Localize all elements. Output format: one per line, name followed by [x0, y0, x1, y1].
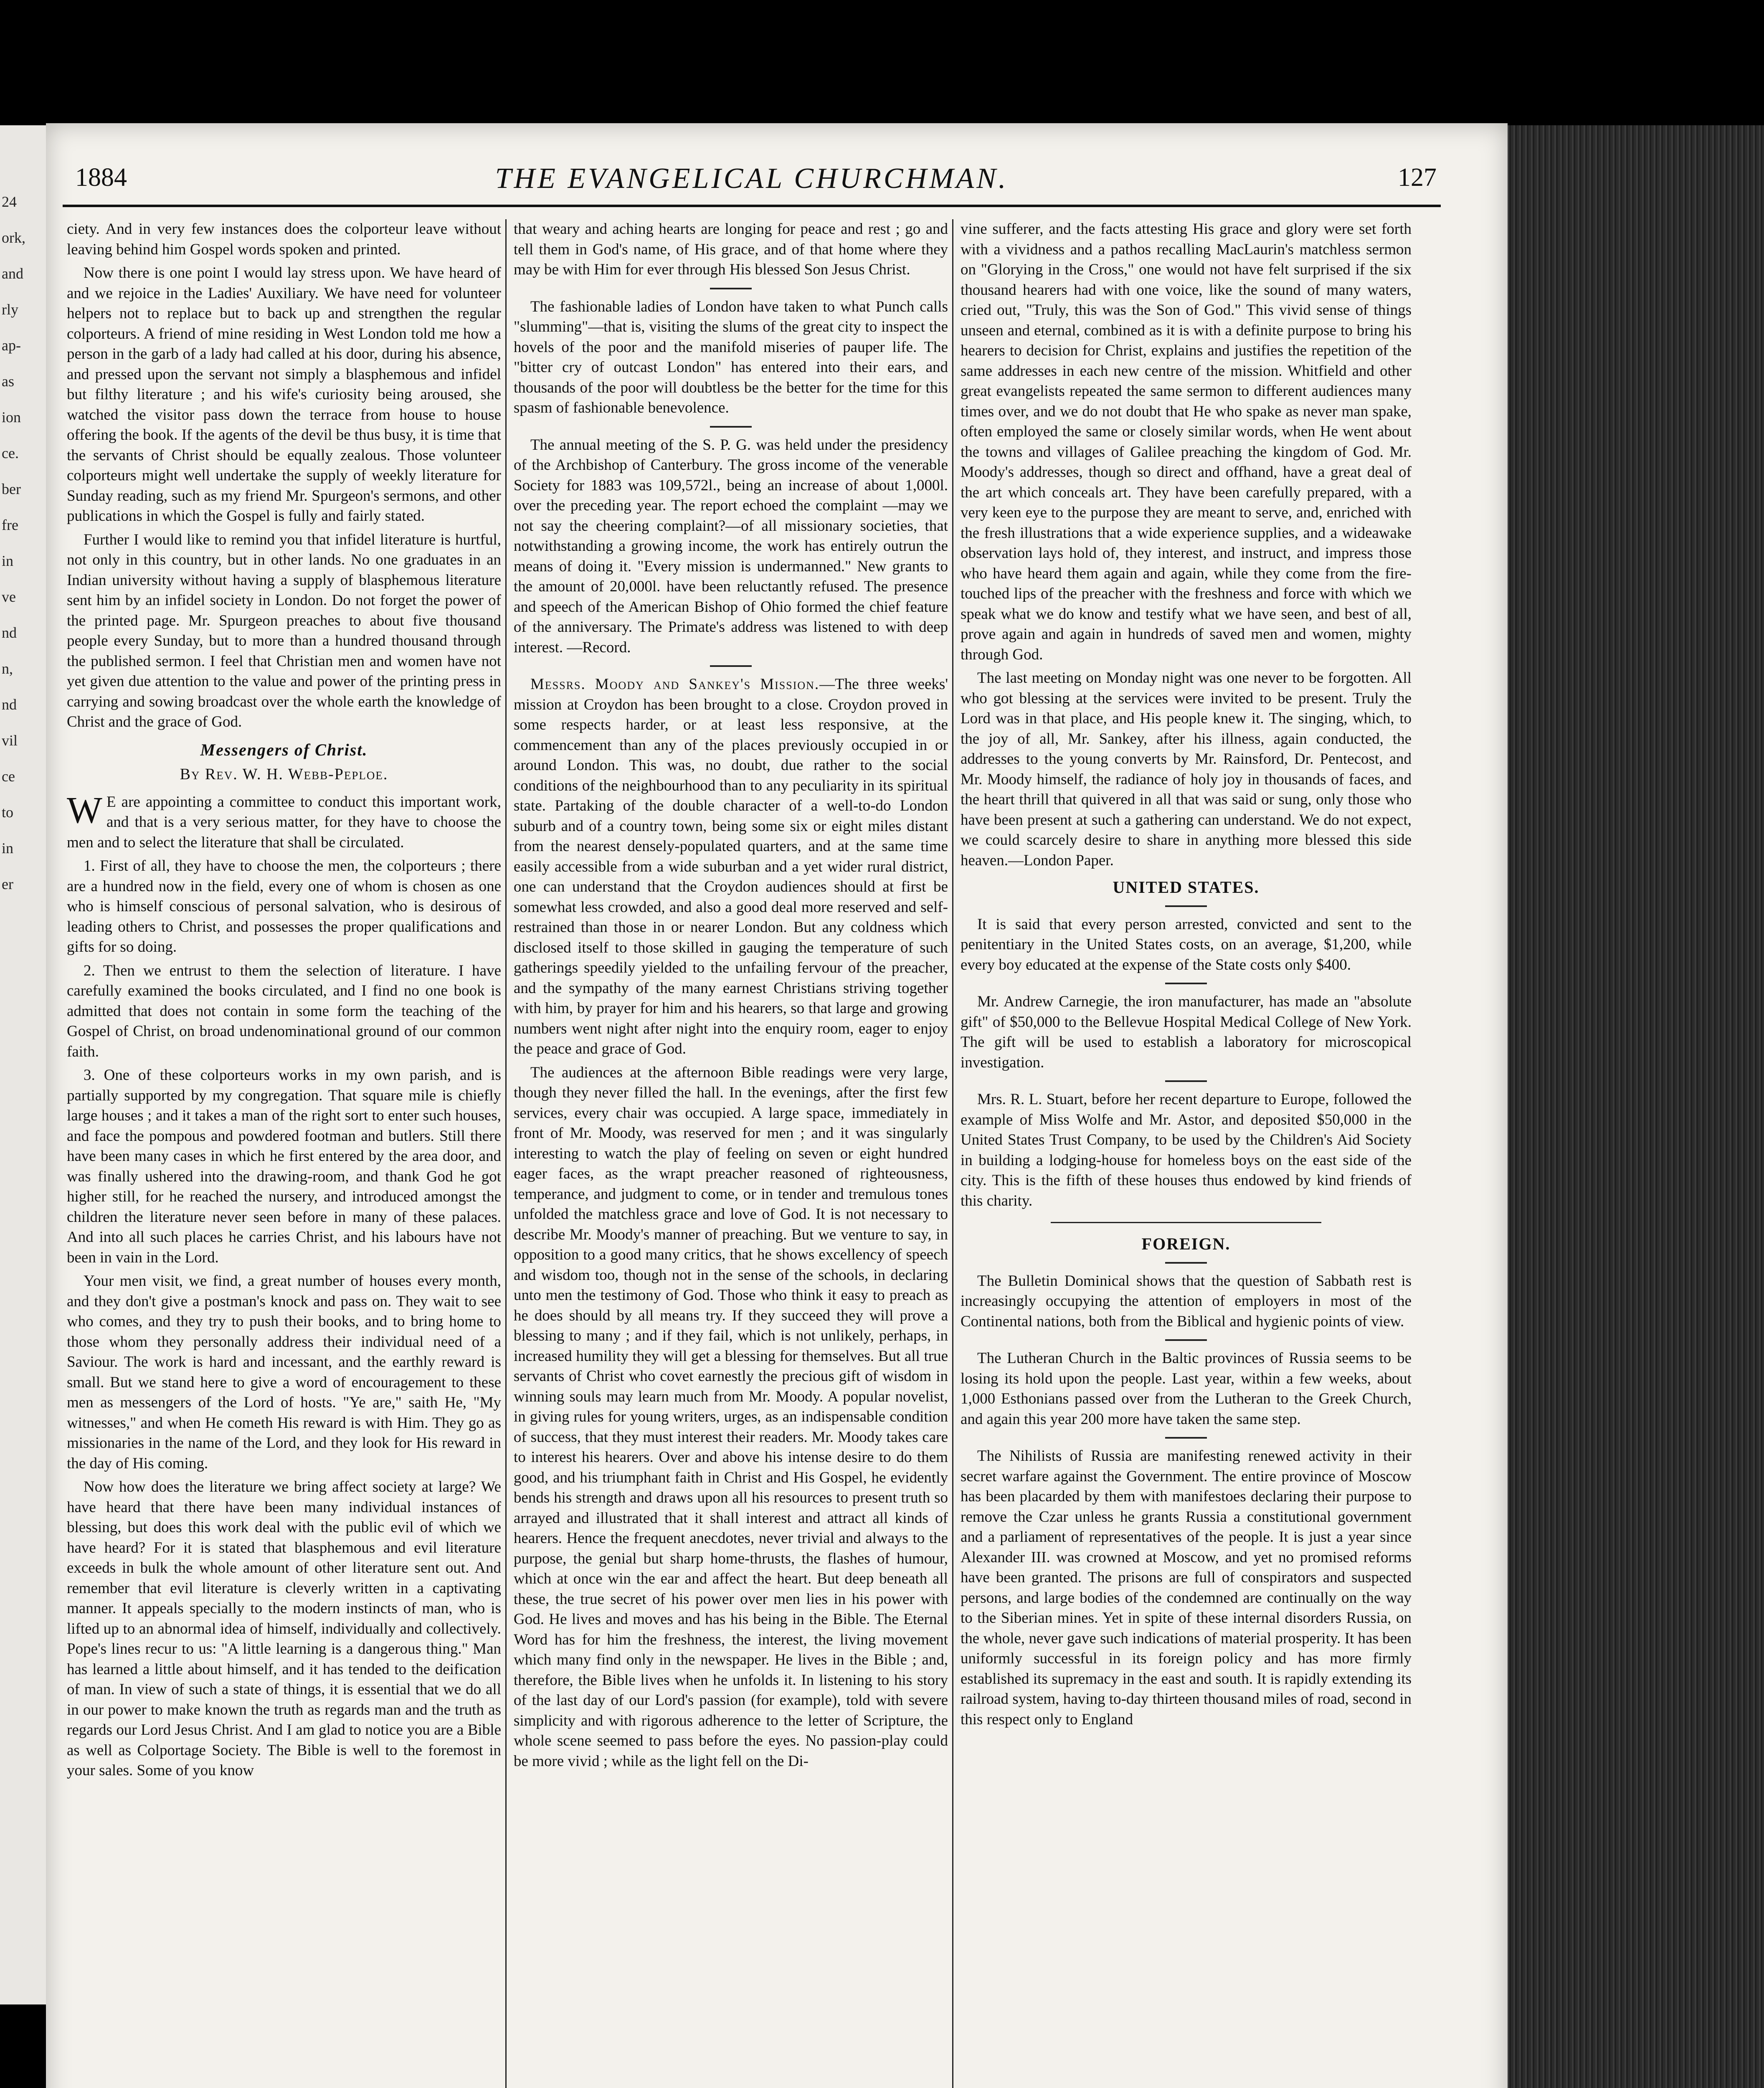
separator — [710, 288, 752, 289]
column-rule — [505, 219, 507, 2088]
separator — [1165, 1437, 1207, 1439]
masthead-title: THE EVANGELICAL CHURCHMAN. — [495, 162, 1009, 195]
margin-word: ion — [2, 409, 21, 426]
paragraph: Further I would like to remind you that infidel literature is hurtful, not only in this country, but in other lands. No one graduates in an Indian university without having a supply of blasphemous literature sent him by an infidel society in London. Do not forget the power of the printed page. Mr. Spurgeon preaches to about five thousand people every Sunday, but to more than a hundred thousand through the published sermon. I feel that Christian men and women have not yet given due attention to the value and power of the printing press in carrying and sowing broadcast over the whole earth the knowledge of Christ and the grace of God. — [67, 531, 501, 730]
margin-word: nd — [2, 624, 17, 641]
margin-word: rly — [2, 301, 18, 318]
paragraph: The Nihilists of Russia are manifesting renewed activity in their secret warfare against the Government. The entire province of Moscow has been placarded by them with manifestoes declaring their purpose to remove the Czar unless he grants Russia a constitutional government and a parliament of representatives of the people. It is just a year since Alexander III. was crowned at Moscow, and yet no promised reforms have been granted. The prisons are full of conspirators and suspected persons, and large bodies of the condemned are continually on the way to the Siberian mines. Yet in spite of these internal disorders Russia, on the whole, never gave such indications of material prosperity. It has been uniformly successful in its foreign policy and has more firmly established its supremacy in the east and south. It is rapidly extending its railroad system, having to-day thirteen thousand miles of road, second in this respect only to England — [961, 1447, 1412, 1728]
paragraph: Now there is one point I would lay stress upon. We have heard of and we rejoice in the Ladies' Auxiliary. We have need for volunteer helpers not to replace but to back up and strengthen the regular colporteurs. A friend of mine residing in West London told me how a person in the garb of a lady had called at his door, during his absence, and pressed upon the servant not simply a blasphemous and infidel but filthy literature ; and his wife's curiosity being aroused, she watched the visitor pass down the terrace from house to house offering the book. If the agents of the devil be thus busy, it is time that the servants of Christ should be equally zealous. Those volunteer colporteurs might well undertake the supply of weekly literature for Sunday reading, such as my friend Mr. Spurgeon's sermons, and other publications in which the Gospel is fully and fairly stated. — [67, 264, 501, 525]
article-heading: Messrs. Moody and Sankey's Mission. — [530, 676, 820, 693]
margin-word: to — [2, 804, 14, 821]
separator — [1051, 1222, 1321, 1223]
paragraph: ciety. And in very few instances does the colporteur leave without leaving behind him Gospel words spoken and printed. — [67, 220, 501, 258]
margin-word: ork, — [2, 229, 25, 246]
paragraph: The Bulletin Dominical shows that the question of Sabbath rest is increasingly occupying the attention of employers in most of the Continental nations, both from the Biblical and hygienic points of view. — [961, 1272, 1412, 1330]
paragraph: 3. One of these colporteurs works in my own parish, and is partially supported by my congregation. That square mile is chiefly large houses ; and it takes a man of the right sort to enter such houses, and face the pompous and powdered footman and butlers. Still there have been many cases in which he first entered by the area door, and was finally ushered into the drawing-room, and thank God he got higher still, for he reached the nursery, and introduced amongst the children the literature never seen before in many of these palaces. And into all such places he carries Christ, and his labours have not been in vain in the Lord. — [67, 1067, 501, 1266]
separator — [1165, 1080, 1207, 1082]
article-byline: By Rev. W. H. Webb-Peploe. — [180, 765, 388, 783]
separator — [1165, 1339, 1207, 1341]
margin-word: er — [2, 876, 13, 892]
paragraph: that weary and aching hearts are longing for peace and rest ; go and tell them in God's name, of His grace, and of that home where they may be with Him for ever through His blessed Son Jesus Christ. — [514, 220, 948, 278]
margin-word: ber — [2, 481, 21, 497]
margin-word: fre — [2, 517, 18, 533]
separator — [710, 665, 752, 667]
paragraph: Now how does the literature we bring affect society at large? We have heard that there have been many individual instances of blessing, but does this work deal with the public evil of which we have heard? For it is stated that blasphemous and evil literature exceeds in bulk the whole amount of other literature sent out. And remember that evil literature is cleverly written in a captivating manner. It appeals specially to the modern instincts of man, who is lifted up to an abnormal idea of himself, individually and collectively. Pope's lines recur to us: "A little learning is a dangerous thing." Man has learned a little about himself, and it has tended to the deification of man. In view of such a state of things, it is essential that we do all in our power to make known the truth as regards man and the truth as regards our Lord Jesus Christ. And I am glad to notice you are a Bible as well as Colportage Society. The Bible is well to the foremost in your sales. Some of you know — [67, 1478, 501, 1779]
paragraph: The fashionable ladies of London have taken to what Punch calls "slumming"—that is, visiting the slums of the great city to inspect the hovels of the poor and the manifold miseries of pauper life. The "bitter cry of outcast London" has entered into their ears, and thousands of the poor will doubtless be the better for the time for this spasm of fashionable benevolence. — [514, 298, 948, 416]
separator — [710, 426, 752, 428]
paragraph: vine sufferer, and the facts attesting His grace and glory were set forth with a vividness and a pathos recalling MacLaurin's matchless sermon on "Glorying in the Cross," one would not have felt surprised if the six thousand hearers had with one voice, like the sound of many waters, cried out, "Truly, this was the Son of God." This vivid sense of things unseen and eternal, combined as it is with a definite purpose to bring his hearers to decision for Christ, explains and justifies the repetition of the same addresses in each new centre of the mission. Whitfield and other great evangelists repeated the same sermon to different audiences many times over, and we do not doubt that He who spake as never man spake, often employed the same or closely similar words, when He went about the towns and villages of Galilee preaching the kingdom of God. Mr. Moody's addresses, though so direct and offhand, have a great deal of the art which conceals art. They have been carefully prepared, with a very keen eye to the purpose they are meant to serve, and, enriched with the fresh illustrations that a wide experience supplies, and a wideawake observation lays hold of, they interest, and instruct, and impress those who have heard them again and again, while they come from the fire-touched lips of the preacher with the freshness and force with which we speak what we do know and testify what we have seen, and best of all, prove again and again in hundreds of saved men and women, mighty through God. — [961, 220, 1412, 663]
paragraph: The audiences at the afternoon Bible readings were very large, though they never filled the hall. In the evenings, after the first few services, every chair was occupied. A large space, immediately in front of Mr. Moody, was reserved for men ; and it was singularly interesting to watch the play of feeling on seven or eight hundred eager faces, as the wrapt preacher reasoned of righteousness, temperance, and judgment to come, or in tender and tremulous tones unfolded the matchless grace and love of God. It is not necessary to describe Mr. Moody's manner of preaching. But we venture to say, in opposition to a good many critics, that he shows excellency of speech and wisdom too, though not in the sense of the schools, in declaring unto men the testimony of God. Those who think it easy to preach as he does should by all means try. If they succeed they will prove a blessing to many ; and if they fail, which is not unlikely, perhaps, in increased humility they will get a blessing for themselves. But all true servants of Christ who covet earnestly the precious gift of wisdom in winning souls may learn much from Mr. Moody. A popular novelist, in giving rules for young writers, urges, as an indispensable condition of success, that they must interest their readers. Mr. Moody takes care to interest his hearers. Over and above his intense desire to do them good, and his triumphant faith in Christ and His Gospel, he evidently bends his strength and draws upon all his resources to present truth so arrayed and illustrated that it shall interest and attract all kinds of hearers. Hence the frequent anecdotes, never trivial and always to the purpose, the genial but sharp home-thrusts, the flashes of humour, which at once win the ear and affect the heart. But deep beneath all these, the true secret of his power over men lies in his power with God. He lives and moves and has his being in the Bible. The Eternal Word has for him the freshness, the interest, the living movement which many find only in the newspaper. He lives in the Bible ; and, therefore, the Bible lives when he unfolds it. In listening to his story of the last day of our Lord's passion (for example), told with severe simplicity and with rigorous adherence to the letter of Scripture, the whole scene seemed to pass before the eyes. No passion-play could be more vivid ; while as the light fell on the Di- — [514, 1064, 948, 1770]
margin-word: and — [2, 265, 23, 282]
page-number: 127 — [1398, 163, 1437, 192]
margin-word: ce — [2, 768, 15, 785]
paragraph: 2. Then we entrust to them the selection of literature. I have carefully examined the books circulated, and I find no one book is admitted that does not contain in some form the teaching of the Gospel of Christ, on broad undenominational ground of our common faith. — [67, 962, 501, 1060]
margin-word: in — [2, 840, 14, 856]
paragraph: The annual meeting of the S. P. G. was held under the presidency of the Archbishop of Canterbury. The gross income of the venerable Society for 1883 was 109,572l., being an increase of about 1,000l. over the preceding year. The report echoed the complaint —may we not say the cheering complaint?—of all missionary societies, that notwithstanding a growing income, the work has entirely outrun the means of doing it. "Every mission is undermanned." New grants to the amount of 20,000l. have been reluctantly refused. The presence and speech of the American Bishop of Ohio formed the chief feature of the anniversary. The Primate's address was listened to with deep interest. —Record. — [514, 436, 948, 656]
separator — [1165, 983, 1207, 984]
margin-word: ve — [2, 588, 16, 605]
newspaper-page — [46, 123, 1508, 2088]
section-heading-foreign: FOREIGN. — [1141, 1234, 1231, 1253]
paragraph: W E are appointing a committee to conduct this important work, and that is a very serious matter, for they have to choose the men and to select the literature that shall be circulated. — [67, 789, 501, 851]
column-rule — [952, 219, 953, 2088]
paragraph: Your men visit, we find, a great number of houses every month, and they don't give a postman's knock and pass on. They wait to see who comes, and they try to push their books, and to bring home to those whom they personally address their individual need of a Saviour. The work is hard and incessant, and the earthly reward is small. But we stand here to give a word of encouragement to these men as messengers of the Lord of hosts. "Ye are," saith He, "My witnesses," and when He cometh His reward is with Him. They go as missionaries in the name of the Lord, and they look for His reward in the day of His coming. — [67, 1272, 501, 1472]
margin-word: n, — [2, 660, 13, 677]
paragraph: The Lutheran Church in the Baltic provinces of Russia seems to be losing its hold upon the people. Last year, within a few weeks, about 1,000 Esthonians passed over from the Lutheran to the Greek Church, and again this year 200 more have taken the same step. — [961, 1350, 1412, 1428]
separator — [1165, 905, 1207, 907]
separator — [1165, 1262, 1207, 1264]
section-heading-united-states: UNITED STATES. — [1113, 878, 1260, 897]
margin-word: 24 — [2, 193, 17, 210]
margin-word: in — [2, 552, 14, 569]
paragraph: Mrs. R. L. Stuart, before her recent departure to Europe, followed the example of Miss Wolfe and Mr. Astor, and deposited $50,000 in the United States Trust Company, to be used by the Children's Aid Society in building a lodging-house for homeless boys on the east side of the city. This is the fifth of these houses thus endowed by kind friends of this charity. — [961, 1091, 1412, 1209]
paragraph: 1. First of all, they have to choose the men, the colporteurs ; there are a hundred now in the field, every one of whom is chosen as one who is himself conscious of personal salvation, who is desirous of leading others to Christ, and possesses the proper qualifications and gifts for so doing. — [67, 857, 501, 955]
header-year: 1884 — [75, 163, 127, 192]
page-header — [63, 146, 1441, 207]
margin-word: nd — [2, 696, 17, 713]
column-3 — [961, 219, 1412, 2088]
column-1 — [67, 219, 501, 2088]
facing-page-fragment — [0, 125, 46, 2004]
margin-word: ap- — [2, 337, 21, 354]
margin-word: as — [2, 373, 14, 390]
margin-word: vil — [2, 732, 18, 749]
facing-page-text — [2, 184, 25, 902]
book-page-edges — [1499, 125, 1764, 2088]
paragraph: The last meeting on Monday night was one never to be forgotten. All who got blessing at the services were invited to be present. Truly the Lord was in that place, and His people knew it. The singing, which, to the joy of all, Mr. Sankey, after his illness, again conducted, the addresses to the young converts by Mr. Rainsford, Dr. Pentecost, and Mr. Moody himself, the radiance of holy joy in thousands of faces, and the heart thrill that quivered in all that was said or sung, only those who have been present at such a gathering can understand. We do not expect, we could scarcely desire to share in anything more blessed this side heaven.—London Paper. — [961, 669, 1412, 869]
paragraph: It is said that every person arrested, convicted and sent to the penitentiary in the United States costs, on an average, $1,200, while every boy educated at the expense of the State costs only $400. — [961, 915, 1412, 973]
column-2 — [514, 219, 948, 2088]
margin-word: ce. — [2, 445, 19, 461]
article-title: Messengers of Christ. — [200, 740, 368, 759]
drop-cap: W — [67, 789, 102, 831]
paragraph: Messrs. Moody and Sankey's Mission.—The three weeks' mission at Croydon has been brought to a close. Croydon proved in some respects harder, or at least less responsive, at the commencement than any of the places previously occupied in or around London. This was, no doubt, due rather to the social conditions of the neighbourhood than to any peculiarity in its spiritual state. Partaking of the double character of a well-to-do London suburb and of a country town, being some six or eight miles distant from the nearest densely-populated quarters, and at the same time easily accessible from a wide suburban and a yet wider rural district, one can understand that the Croydon audiences should at first be somewhat less crowded, and also a good deal more reserved and self-restrained than those in or nearer London. But any coldness which disclosed itself to those skilled in gauging the temperature of such gatherings speedily yielded to the unfailing fervour of the preacher, and the sympathy of the many earnest Christians striving together with him, by prayer for him and his hearers, so that large and growing numbers went night after night into the enquiry room, eager to enjoy the peace and grace of God. — [514, 676, 948, 1057]
paragraph: Mr. Andrew Carnegie, the iron manufacturer, has made an "absolute gift" of $50,000 to the Bellevue Hospital Medical College of New York. The gift will be used to establish a laboratory for microscopical investigation. — [961, 993, 1412, 1071]
